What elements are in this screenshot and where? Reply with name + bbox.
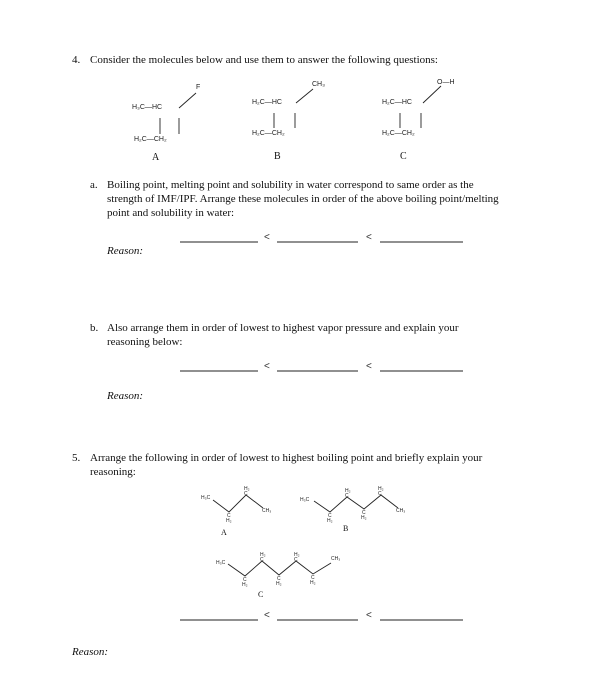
q4a-letter: a. (90, 179, 98, 191)
q4b-line2: reasoning below: (107, 336, 183, 348)
q4b-lt-1: < (264, 361, 270, 372)
q5b-label: B (343, 524, 349, 533)
q5a-c2: C (244, 491, 248, 497)
q5b-c4: C (378, 491, 382, 497)
q5c-h2-2: H₂ (260, 552, 266, 558)
mol-c-bond-o (423, 86, 441, 103)
q5b-h2-1: H₂ (327, 518, 333, 524)
q4a-line2: strength of IMF/IPF. Arrange these molecules in order of the above boiling point/melting (107, 193, 499, 205)
q4a-reason: Reason: (107, 245, 144, 257)
mol-b-ch3: CH₃ (312, 81, 325, 88)
q5b-c1: C (328, 513, 332, 519)
q5a-label: A (221, 528, 227, 537)
q5c-h2-3: H₂ (276, 581, 282, 587)
mol-c-label: C (400, 151, 407, 162)
q4b-letter: b. (90, 322, 99, 334)
q5c-h2-4: H₂ (294, 552, 300, 558)
q5c-c3: C (277, 576, 281, 582)
mol-a-bond-f (179, 93, 196, 108)
q5-reason: Reason: (72, 646, 109, 658)
q5-line1: Arrange the following in order of lowest to highest boiling point and briefly explain your (90, 452, 483, 464)
mol-a-top: H₃C—HC (132, 104, 163, 111)
mol-b-bottom: H₂C—CH₂ (252, 130, 285, 137)
q5a-ch3: CH₃ (262, 508, 272, 514)
mol-b-top: H₂C—HC (252, 99, 282, 106)
mol-c-top: H₂C—HC (382, 99, 412, 106)
q5c-ch3: CH₃ (331, 556, 341, 562)
q5a-h2-2: H₂ (244, 486, 250, 492)
q5c-c5: C (311, 575, 315, 581)
mol-a-label: A (152, 152, 160, 163)
q5b-c2: C (345, 493, 349, 499)
q4a-lt-1: < (264, 232, 270, 243)
q5a-h3c: H₃C (201, 495, 211, 501)
mol-b-bond-ch3 (296, 89, 313, 103)
q5b-h2-2: H₂ (345, 488, 351, 494)
q5-lt-2: < (366, 610, 372, 621)
q4a-line1: Boiling point, melting point and solubility in water correspond to same order as the (107, 179, 474, 191)
q5c-label: C (258, 590, 264, 599)
q5b-h2-4: H₂ (378, 486, 384, 492)
q5-lt-1: < (264, 610, 270, 621)
q5c-c1: C (243, 577, 247, 583)
q5c-c4: C (294, 557, 298, 563)
q5b-c3: C (362, 510, 366, 516)
q4b-line1: Also arrange them in order of lowest to highest vapor pressure and explain your (107, 322, 459, 334)
q4-prompt: Consider the molecules below and use them to answer the following questions: (90, 54, 438, 66)
q4b-lt-2: < (366, 361, 372, 372)
q4a-line3: point and solubility in water: (107, 207, 235, 219)
q4a-lt-2: < (366, 232, 372, 243)
q5c-h2-5: H₂ (310, 580, 316, 586)
q5-chain-c (228, 561, 331, 576)
q5-line2: reasoning: (90, 466, 136, 478)
q5c-h2-1: H₂ (242, 582, 248, 588)
q5b-h3c: H₃C (300, 497, 310, 503)
q5-number: 5. (72, 452, 81, 464)
q5c-h3c: H₃C (216, 560, 226, 566)
q4-number: 4. (72, 54, 81, 66)
q5c-c2: C (260, 557, 264, 563)
mol-c-oh: O—H (437, 79, 455, 86)
q5-chain-a (213, 495, 263, 512)
q5b-h2-3: H₂ (361, 515, 367, 521)
mol-a-f: F (196, 84, 201, 91)
q4b-reason: Reason: (107, 390, 144, 402)
q5b-ch3: CH₃ (396, 508, 406, 514)
q5-chain-b (314, 495, 398, 512)
mol-b-label: B (274, 151, 281, 162)
q5a-h2-1: H₂ (226, 518, 232, 524)
mol-c-bottom: H₂C—CH₂ (382, 130, 415, 137)
mol-a-bottom: H₂C—CH₂ (134, 136, 167, 143)
q5a-c1: C (227, 513, 231, 519)
